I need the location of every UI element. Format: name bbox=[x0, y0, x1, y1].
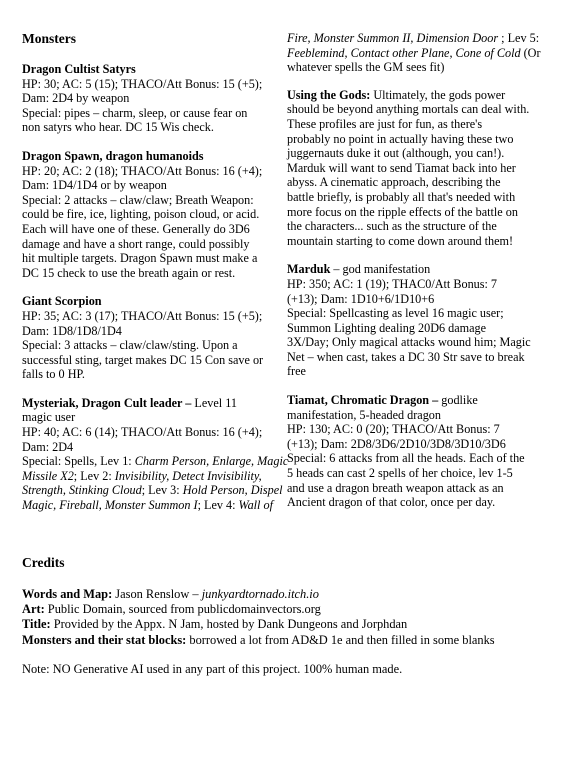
stat-line: free bbox=[287, 364, 306, 379]
text-line: probably no point in actually having these two bbox=[287, 131, 514, 146]
spell-names: Fire, Monster Summon II, Dimension Door bbox=[287, 31, 499, 45]
spell-line bbox=[22, 498, 278, 513]
text-line: the characters... such as the structure of the bbox=[287, 219, 497, 234]
stat-line: falls to 0 HP. bbox=[22, 367, 85, 382]
gods-text: Ultimately, the gods power bbox=[370, 87, 506, 102]
text-line: more focus on the ripple effects of the battle on bbox=[287, 204, 518, 219]
mysteriak-spells-continued bbox=[287, 31, 559, 75]
monster-entry-dragon-spawn bbox=[22, 149, 278, 280]
text-line: juggernauts duke it out (although, you can!). bbox=[287, 146, 505, 161]
spell-names: Invisibility, Detect Invisibility, bbox=[114, 468, 262, 483]
spell-level-text: ; Lev 5: bbox=[498, 31, 540, 45]
stat-line: magic user bbox=[22, 410, 76, 425]
text-line: Marduk will want to send Tiamat back into her bbox=[287, 160, 516, 175]
spell-level-text: ; Lev 4: bbox=[197, 498, 239, 513]
monster-entry-tiamat bbox=[287, 393, 559, 510]
spell-names: Missile X2 bbox=[22, 468, 74, 483]
spell-names: Magic, Fireball, Monster Summon I bbox=[22, 498, 198, 513]
stat-line: damage and have a short range, could possibly bbox=[22, 236, 250, 251]
spell-level-text: ; Lev 2: bbox=[73, 468, 115, 483]
spell-line bbox=[22, 483, 283, 498]
monster-title: Giant Scorpion bbox=[22, 294, 102, 309]
monster-entry-satyrs bbox=[22, 62, 278, 135]
spell-level-text: Special: Spells, Lev 1: bbox=[22, 454, 135, 469]
right-column bbox=[287, 31, 559, 524]
text-line: These profiles are just for fun, as there's bbox=[287, 116, 483, 131]
stat-line: (+13); Dam: 1D10+6/1D10+6 bbox=[287, 291, 435, 306]
text-line: mountain starting to come down around them! bbox=[287, 233, 514, 248]
stat-line: Net – when cast, takes a DC 30 Str save to break bbox=[287, 349, 525, 364]
spell-level-text: ; Lev 3: bbox=[141, 483, 183, 498]
stat-line: Special: 3 attacks – claw/claw/sting. Upon a bbox=[22, 338, 238, 353]
monster-title-rest: godlike bbox=[438, 393, 478, 408]
spell-names: Wall of bbox=[238, 498, 273, 513]
ai-note: Note: NO Generative AI used in any part of this project. 100% human made. bbox=[22, 661, 403, 676]
credit-value: Public Domain, sourced from publicdomainvectors.org bbox=[44, 602, 321, 617]
monster-title: Mysteriak, Dragon Cult leader – bbox=[22, 395, 192, 410]
text-line: should be beyond anything mortals can deal with. bbox=[287, 102, 530, 117]
credit-label: Monsters and their stat blocks: bbox=[22, 632, 187, 647]
gods-first-line bbox=[287, 88, 559, 103]
spell-names: Feeblemind, Contact other Plane, Cone of Cold bbox=[287, 45, 521, 60]
monsters-heading: Monsters bbox=[22, 31, 76, 46]
gods-title: Using the Gods: bbox=[287, 87, 371, 102]
credit-label: Words and Map: bbox=[22, 587, 113, 601]
stat-line: Dam: 1D8/1D8/1D4 bbox=[22, 323, 122, 338]
credit-row-art bbox=[22, 602, 562, 617]
monster-entry-mysteriak bbox=[22, 395, 289, 513]
spell-level-text: (Or bbox=[520, 45, 541, 60]
monster-title: Dragon Cultist Satyrs bbox=[22, 62, 136, 76]
using-the-gods-section bbox=[287, 88, 559, 249]
stat-line: Summon Lighting dealing 20D6 damage bbox=[287, 320, 487, 335]
stat-line: Dam: 2D4 by weapon bbox=[22, 91, 130, 106]
stat-line: and use a dragon breath weapon attack as an bbox=[287, 480, 504, 495]
credit-value: borrowed a lot from AD&D 1e and then filled in some blanks bbox=[186, 632, 495, 647]
monster-title-line bbox=[287, 393, 559, 408]
monster-title: Marduk bbox=[287, 262, 331, 277]
stat-line: Special: pipes – charm, sleep, or cause fear on bbox=[22, 105, 248, 120]
monster-title-rest: Level 11 bbox=[191, 395, 237, 410]
stat-line: could be fire, ice, lighting, poison cloud, or acid. bbox=[22, 207, 260, 222]
monster-title-rest: – god manifestation bbox=[330, 262, 431, 277]
credit-label: Art: bbox=[22, 602, 45, 617]
stat-line: (+13); Dam: 2D8/3D6/2D10/3D8/3D10/3D6 bbox=[287, 436, 506, 451]
credit-row-words bbox=[22, 587, 562, 602]
stat-line: Special: Spellcasting as level 16 magic user; bbox=[287, 306, 504, 321]
stat-line: Special: 6 attacks from all the heads. Each of the bbox=[287, 451, 525, 466]
monster-title: Tiamat, Chromatic Dragon – bbox=[287, 393, 439, 408]
credit-label: Title: bbox=[22, 617, 51, 632]
stat-line: HP: 130; AC: 0 (20); THACO/Att Bonus: 7 bbox=[287, 422, 500, 437]
spell-line bbox=[22, 454, 289, 469]
spell-names: Charm Person, Enlarge, Magic bbox=[134, 454, 289, 469]
spell-names: Strength, Stinking Cloud bbox=[22, 483, 142, 498]
stat-line: HP: 40; AC: 6 (14); THACO/Att Bonus: 16 (+4); bbox=[22, 425, 263, 440]
stat-line: 3X/Day; Only magical attacks wound him; Magic bbox=[287, 335, 531, 350]
stat-line: successful sting, target makes DC 15 Con save or bbox=[22, 352, 264, 367]
stat-line: 5 heads can cast 2 spells of her choice, lev 1-5 bbox=[287, 466, 513, 481]
stat-line: HP: 30; AC: 5 (15); THACO/Att Bonus: 15 (+5); bbox=[22, 76, 263, 91]
spell-line bbox=[22, 469, 278, 484]
stat-line: HP: 350; AC: 1 (19); THAC0/Att Bonus: 7 bbox=[287, 276, 498, 291]
stat-line: hit multiple targets. Dragon Spawn must make a bbox=[22, 251, 258, 266]
left-column bbox=[22, 31, 289, 527]
monster-entry-giant-scorpion bbox=[22, 294, 278, 382]
monster-title-line bbox=[287, 262, 559, 277]
stat-line: Ancient dragon of that color, once per day. bbox=[287, 495, 496, 510]
stat-line: Each will have one of these. Generally do 3D6 bbox=[22, 221, 250, 236]
spell-line bbox=[287, 46, 559, 61]
text-line: abyss. A cinematic approach, describing the bbox=[287, 175, 501, 190]
stat-line: Dam: 1D4/1D4 or by weapon bbox=[22, 178, 167, 193]
credit-row-title bbox=[22, 617, 562, 632]
stat-line: non satyrs who hear. DC 15 Wis check. bbox=[22, 120, 214, 135]
stat-line: Special: 2 attacks – claw/claw; Breath Weapon: bbox=[22, 192, 254, 207]
text-line: battle briefly, is probably all that's needed with bbox=[287, 189, 516, 204]
stat-line: DC 15 check to use the breath again or rest. bbox=[22, 265, 236, 280]
credits-heading: Credits bbox=[22, 555, 65, 570]
stat-line: HP: 20; AC: 2 (18); THACO/Att Bonus: 16 (+4); bbox=[22, 163, 263, 178]
spell-line bbox=[287, 31, 559, 46]
monster-entry-marduk bbox=[287, 262, 559, 379]
stat-line: Dam: 2D4 bbox=[22, 439, 74, 454]
credits-section bbox=[22, 555, 562, 677]
monster-title-line bbox=[22, 396, 278, 411]
credit-value: Provided by the Appx. N Jam, hosted by Dank Dungeons and Jorphdan bbox=[50, 617, 408, 632]
spell-names: Hold Person, Dispel bbox=[182, 483, 283, 498]
monster-title: Dragon Spawn, dragon humanoids bbox=[22, 148, 204, 163]
stat-line: HP: 35; AC: 3 (17); THACO/Att Bonus: 15 (+5); bbox=[22, 308, 263, 323]
spell-line: whatever spells the GM sees fit) bbox=[287, 60, 445, 75]
stat-line: manifestation, 5-headed dragon bbox=[287, 407, 441, 422]
credit-value: Jason Renslow – bbox=[112, 587, 202, 601]
credit-site: junkyardtornado.itch.io bbox=[201, 587, 319, 601]
credit-row-monsters bbox=[22, 633, 562, 648]
